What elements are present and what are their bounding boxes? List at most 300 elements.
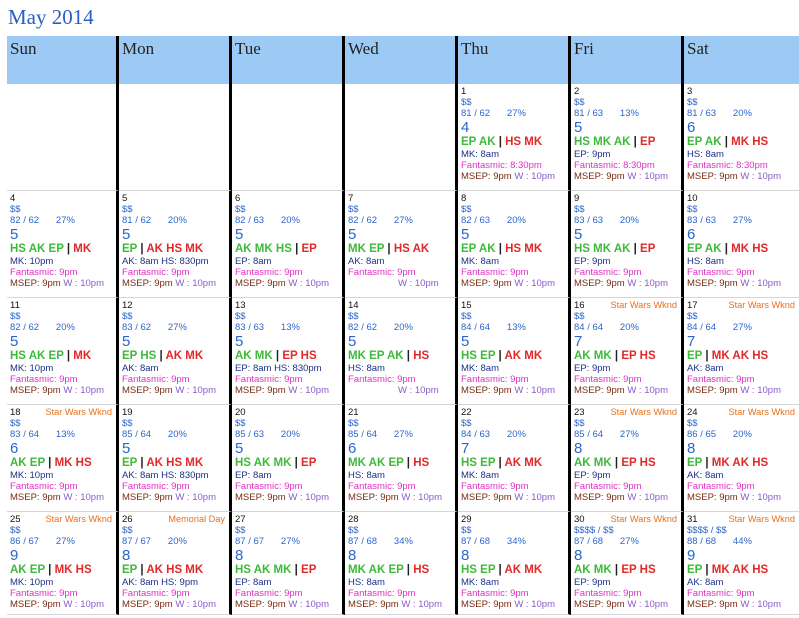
avoid-parks: AK MK [504,563,543,576]
temperature-hi-lo: 81 / 63 [687,108,717,120]
msep-time: MSEP: 9pm [461,491,512,503]
date-row [10,407,116,418]
extra-magic-hours: MK: 8am [461,576,500,588]
avoid-parks: MK [73,242,92,255]
day-cell[interactable] [232,298,345,405]
crowd-level: 7 [461,439,470,457]
day-number: 14 [348,300,359,311]
weather-row [687,322,799,333]
fantasmic-time: Fantasmic: 9pm [574,587,642,599]
fantasmic-time: Fantasmic: 9pm [574,373,642,385]
day-number: 1 [461,86,467,97]
price-level: $$ [348,418,359,430]
empty-day-cell [345,84,458,191]
extra-magic-hours: MK: 8am [461,362,500,374]
price-level: $$ [461,525,472,537]
recommended-parks: HS EP [461,563,496,576]
date-row [235,407,342,418]
day-cell[interactable] [7,298,119,405]
wishes-time: W : 10pm [514,491,555,503]
recommended-parks: HS EP [461,456,496,469]
fantasmic-time: Fantasmic: 9pm [461,480,529,492]
extra-magic-hours: MK: 8am [461,255,500,267]
park-recommendations [235,349,342,363]
day-number: 4 [10,193,16,204]
day-number: 26 [122,514,133,525]
day-cell[interactable] [119,512,232,615]
crowd-level: 8 [235,546,244,564]
crowd-level: 7 [574,332,583,350]
msep-time: MSEP: 9pm [122,598,173,610]
recommended-parks: EP [122,456,138,469]
day-number: 28 [348,514,359,525]
price-level: $$ [122,418,133,430]
wishes-time: W : 10pm [288,384,329,396]
event-label: Star Wars Wknd [610,514,677,524]
day-header-mon: Mon [119,36,232,84]
recommended-parks: EP [687,563,703,576]
wishes-time: W : 10pm [627,384,668,396]
date-row [574,193,681,204]
wishes-time: W : 10pm [288,491,329,503]
temperature-hi-lo: 82 / 62 [348,322,378,334]
event-label: Star Wars Wknd [45,514,112,524]
park-recommendations [10,242,116,256]
temperature-hi-lo: 87 / 67 [122,536,152,548]
date-row [687,86,799,97]
temperature-hi-lo: 81 / 62 [122,215,152,227]
wishes-time: W : 10pm [740,277,781,289]
park-separator: | [403,563,414,576]
temperature-hi-lo: 83 / 62 [122,322,152,334]
day-cell[interactable] [684,512,799,615]
park-separator: | [495,242,506,255]
extra-magic-hours: MK: 10pm [10,255,54,267]
show-times [574,385,681,396]
day-number: 20 [235,407,246,418]
fantasmic-time: Fantasmic: 9pm [235,480,303,492]
recommended-parks: EP [687,456,703,469]
event-label: Star Wars Wknd [728,300,795,310]
crowd-level: 6 [10,439,19,457]
park-separator: | [384,242,394,255]
weather-row [574,215,681,226]
day-cell[interactable] [458,512,571,615]
wishes-time: W : 10pm [514,277,555,289]
park-separator: | [611,349,622,362]
rain-chance: 27% [619,536,639,548]
park-separator: | [44,456,55,469]
date-row [574,86,681,97]
day-header-wed: Wed [345,36,458,84]
price-level: $$ [574,418,585,430]
day-number: 10 [687,193,698,204]
day-cell[interactable] [345,191,458,298]
msep-time: MSEP: 9pm [574,277,625,289]
cost-row [461,97,568,108]
price-level: $$ [10,204,21,216]
day-header-thu: Thu [458,36,571,84]
msep-time: MSEP: 9pm [122,384,173,396]
cost-row [122,525,229,536]
crowd-level: 8 [574,546,583,564]
price-level: $$ [687,204,698,216]
avoid-parks: MK HS [731,135,769,148]
date-row [10,514,116,525]
cost-row [574,97,681,108]
event-label: Star Wars Wknd [610,300,677,310]
avoid-parks: MK AK HS [711,563,769,576]
event-label: Star Wars Wknd [45,407,112,417]
fantasmic-time: Fantasmic: 9pm [687,373,755,385]
price-level: $$ [10,525,21,537]
park-separator: | [495,349,505,362]
park-recommendations [235,242,342,256]
show-times [348,492,455,503]
rain-chance: 13% [280,322,300,334]
day-cell[interactable] [232,512,345,615]
date-row [574,514,681,525]
price-level: $$ [122,311,133,323]
temperature-hi-lo: 85 / 63 [235,429,265,441]
park-separator: | [702,349,712,362]
weather-row [235,429,342,440]
fantasmic-time: Fantasmic: 9pm [687,587,755,599]
recommended-parks: AK MK [574,349,612,362]
weather-row [10,322,116,333]
day-cell[interactable] [7,191,119,298]
avoid-parks: AK HS MK [146,563,204,576]
cost-row [461,418,568,429]
recommended-parks: AK EP [10,456,45,469]
extra-magic-hours: HS: 8am [687,255,724,267]
rain-chance: 20% [506,215,526,227]
date-row [461,407,568,418]
avoid-parks: EP [301,563,317,576]
crowd-level: 5 [122,332,131,350]
day-cell[interactable] [345,405,458,512]
fantasmic-time: Fantasmic: 9pm [122,373,190,385]
day-cell[interactable] [7,512,119,615]
recommended-parks: HS AK EP [10,242,64,255]
weather-row [10,215,116,226]
avoid-parks: HS [413,456,430,469]
show-times [687,385,799,396]
wishes-time: W : 10pm [401,598,442,610]
day-cell[interactable] [571,84,684,191]
park-recommendations [10,563,116,577]
wishes-time: W : 10pm [398,384,439,396]
show-times [461,385,568,396]
price-level: $$ [235,418,246,430]
day-number: 29 [461,514,472,525]
date-row [348,193,455,204]
weather-row [122,536,229,547]
day-cell[interactable] [458,298,571,405]
park-recommendations [461,349,568,363]
extra-magic-hours: AK: 8am [122,362,159,374]
avoid-parks: EP [640,135,656,148]
extra-magic-hours: MK: 10pm [10,469,54,481]
rain-chance: 20% [619,215,639,227]
show-times [10,278,116,289]
price-level: $$ [687,311,698,323]
wishes-time: W : 10pm [175,598,216,610]
extra-magic-hours: EP: 8am [235,255,272,267]
crowd-level: 5 [235,225,244,243]
temperature-hi-lo: 87 / 68 [348,536,378,548]
day-cell[interactable] [119,405,232,512]
park-recommendations [574,135,681,149]
date-row [348,514,455,525]
day-cell[interactable] [7,405,119,512]
crowd-level: 9 [10,546,19,564]
msep-time: MSEP: 9pm [687,598,738,610]
extra-magic-hours: AK: 8am HS: 830pm [122,469,209,481]
day-cell[interactable] [345,512,458,615]
extra-magic-hours: AK: 8am [348,255,385,267]
day-cell[interactable] [458,84,571,191]
avoid-parks: AK MK [504,456,543,469]
park-separator: | [63,349,74,362]
show-times [348,599,455,610]
day-cell[interactable] [684,405,799,512]
date-row [687,407,799,418]
date-row [461,300,568,311]
day-cell[interactable] [345,298,458,405]
rain-chance: 20% [280,215,300,227]
show-times [461,171,568,182]
avoid-parks: MK HS [54,456,92,469]
day-number: 16 [574,300,585,311]
park-recommendations [122,563,229,577]
day-cell[interactable] [571,512,684,615]
cost-row [687,97,799,108]
crowd-level: 8 [574,439,583,457]
park-separator: | [63,242,74,255]
extra-magic-hours: HS: 8am [348,469,385,481]
park-separator: | [721,135,732,148]
avoid-parks: HS MK [505,242,543,255]
msep-time: MSEP: 9pm [122,491,173,503]
recommended-parks: MK EP [348,242,385,255]
park-separator: | [611,563,622,576]
temperature-hi-lo: 82 / 62 [348,215,378,227]
crowd-level: 5 [574,118,583,136]
rain-chance: 20% [167,429,187,441]
show-times [574,171,681,182]
cost-row [461,311,568,322]
show-times [687,599,799,610]
msep-time: MSEP: 9pm [687,170,738,182]
day-number: 30 [574,514,585,525]
wishes-time: W : 10pm [63,598,104,610]
day-number: 2 [574,86,580,97]
avoid-parks: MK [73,349,92,362]
day-number: 6 [235,193,241,204]
msep-time: MSEP: 9pm [348,598,399,610]
temperature-hi-lo: 84 / 64 [461,322,491,334]
rain-chance: 27% [393,215,413,227]
rain-chance: 27% [280,536,300,548]
fantasmic-time: Fantasmic: 9pm [348,266,416,278]
extra-magic-hours: MK: 8am [461,469,500,481]
price-level: $$ [10,311,21,323]
day-cell[interactable] [232,405,345,512]
weather-row [461,108,568,119]
avoid-parks: MK AK HS [711,456,769,469]
fantasmic-time: Fantasmic: 9pm [122,266,190,278]
day-cell[interactable] [458,405,571,512]
park-separator: | [272,349,283,362]
rain-chance: 13% [55,429,75,441]
msep-time: MSEP: 9pm [235,384,286,396]
rain-chance: 13% [619,108,639,120]
wishes-time: W : 10pm [627,598,668,610]
show-times [574,492,681,503]
day-number: 24 [687,407,698,418]
msep-time: MSEP: 9pm [10,384,61,396]
rain-chance: 13% [506,322,526,334]
weather-row [122,322,229,333]
park-recommendations [10,349,116,363]
day-number: 21 [348,407,359,418]
weather-row [10,536,116,547]
event-label: Memorial Day [168,514,225,524]
date-row [235,514,342,525]
day-number: 13 [235,300,246,311]
recommended-parks: EP [687,349,703,362]
msep-time: MSEP: 9pm [574,491,625,503]
calendar-title: May 2014 [8,5,94,29]
msep-time: MSEP: 9pm [687,491,738,503]
weather-row [461,215,568,226]
temperature-hi-lo: 82 / 63 [461,215,491,227]
recommended-parks: EP HS [122,349,157,362]
weather-row [461,322,568,333]
show-times [122,278,229,289]
rain-chance: 27% [55,215,75,227]
date-row [122,407,229,418]
cost-row [687,311,799,322]
crowd-level: 5 [122,225,131,243]
cost-row [574,311,681,322]
crowd-level: 7 [687,332,696,350]
fantasmic-time: Fantasmic: 9pm [122,587,190,599]
day-cell[interactable] [119,298,232,405]
day-number: 23 [574,407,585,418]
wishes-time: W : 10pm [175,491,216,503]
extra-magic-hours: EP: 9pm [574,255,611,267]
crowd-level: 9 [687,546,696,564]
cost-row [687,418,799,429]
show-times [687,492,799,503]
day-number: 15 [461,300,472,311]
day-cell[interactable] [458,191,571,298]
event-label: Star Wars Wknd [728,514,795,524]
cost-row [687,525,799,536]
extra-magic-hours: AK: 8am HS: 9pm [122,576,199,588]
crowd-level: 5 [235,332,244,350]
fantasmic-time: Fantasmic: 9pm [235,373,303,385]
weather-row [235,536,342,547]
fantasmic-time: Fantasmic: 9pm [687,480,755,492]
weather-row [235,322,342,333]
rain-chance: 27% [506,108,526,120]
temperature-hi-lo: 84 / 64 [687,322,717,334]
temperature-hi-lo: 84 / 64 [574,322,604,334]
wishes-time: W : 10pm [63,277,104,289]
date-row [574,407,681,418]
recommended-parks: HS MK AK [574,135,631,148]
price-level: $$ [574,311,585,323]
day-cell[interactable] [571,191,684,298]
show-times [235,599,342,610]
date-row [348,300,455,311]
recommended-parks: HS AK MK [235,456,292,469]
extra-magic-hours: AK: 8am HS: 830pm [122,255,209,267]
weather-row [122,215,229,226]
cost-row [574,204,681,215]
fantasmic-time: Fantasmic: 9pm [122,480,190,492]
crowd-level: 5 [348,225,357,243]
recommended-parks: MK EP AK [348,349,404,362]
avoid-parks: MK HS [731,242,769,255]
show-times [122,492,229,503]
day-cell[interactable] [684,84,799,191]
empty-day-cell [119,84,232,191]
wishes-time: W : 10pm [288,598,329,610]
rain-chance: 34% [506,536,526,548]
temperature-hi-lo: 82 / 62 [10,215,40,227]
msep-time: MSEP: 9pm [122,277,173,289]
fantasmic-time: Fantasmic: 9pm [348,480,416,492]
weather-row [348,322,455,333]
avoid-parks: EP [640,242,656,255]
crowd-level: 5 [574,225,583,243]
day-number: 19 [122,407,133,418]
rain-chance: 20% [732,429,752,441]
cost-row [235,418,342,429]
fantasmic-time: Fantasmic: 9pm [10,587,78,599]
day-header-fri: Fri [571,36,684,84]
extra-magic-hours: AK: 8am [687,362,724,374]
date-row [461,514,568,525]
month-calendar [7,36,799,615]
park-recommendations [348,242,455,256]
recommended-parks: AK EP [10,563,45,576]
price-level: $$ [461,97,472,109]
extra-magic-hours: EP: 8am [235,576,272,588]
day-cell[interactable] [232,191,345,298]
fantasmic-time: Fantasmic: 9pm [574,266,642,278]
day-cell[interactable] [684,298,799,405]
day-cell[interactable] [571,298,684,405]
avoid-parks: MK HS [54,563,92,576]
day-cell[interactable] [571,405,684,512]
day-cell[interactable] [684,191,799,298]
park-recommendations [122,349,229,363]
msep-time: MSEP: 9pm [574,384,625,396]
temperature-hi-lo: 83 / 63 [235,322,265,334]
weather-row [687,429,799,440]
weather-row [687,108,799,119]
show-times [574,278,681,289]
park-recommendations [348,456,455,470]
cost-row [10,311,116,322]
day-cell[interactable] [119,191,232,298]
avoid-parks: AK HS MK [146,242,204,255]
